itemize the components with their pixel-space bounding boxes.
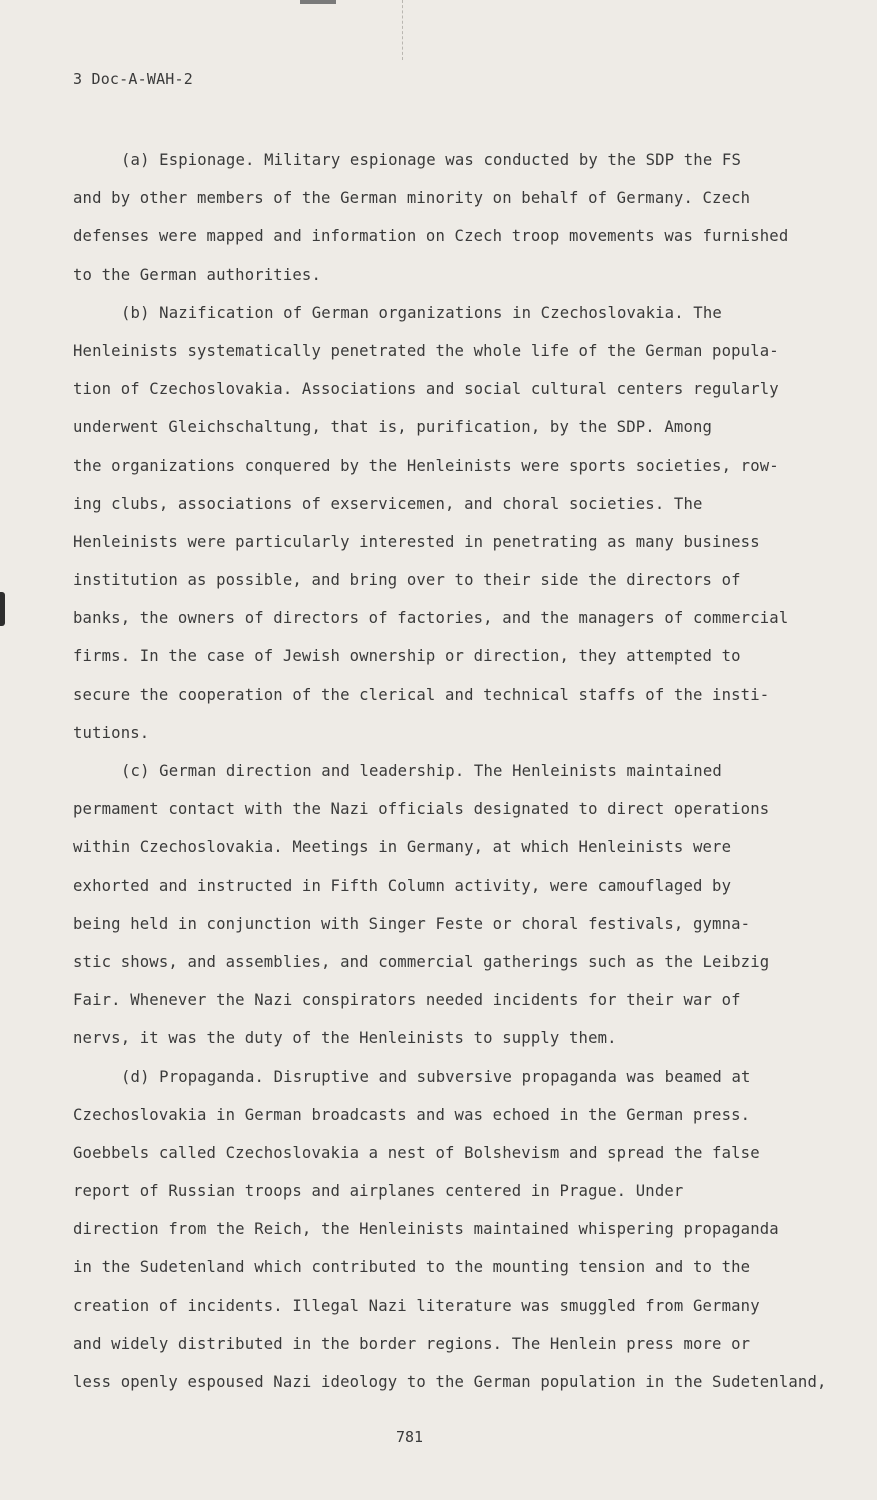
text-line: report of Russian troops and airplanes centered in Prague. Under [73,1182,684,1201]
binding-mark [0,592,5,626]
text-line: the organizations conquered by the Henleinists were sports societies, row- [73,456,779,475]
text-line: underwent Gleichschaltung, that is, purification, by the SDP. Among [73,418,713,437]
text-line: Fair. Whenever the Nazi conspirators needed incidents for their war of [73,991,741,1010]
text-line: within Czechoslovakia. Meetings in Germany, at which Henleinists were [73,838,732,857]
text-line: (b) Nazification of German organizations in Czechoslovakia. The [121,303,722,322]
text-line: and by other members of the German minority on behalf of Germany. Czech [73,189,751,208]
text-line: firms. In the case of Jewish ownership or direction, they attempted to [73,647,741,666]
text-line: less openly espoused Nazi ideology to the German population in the Sudetenland, [73,1373,827,1391]
text-line: tion of Czechoslovakia. Associations and social cultural centers regularly [73,380,779,399]
text-line: direction from the Reich, the Henleinists maintained whispering propaganda [73,1220,779,1239]
text-line: defenses were mapped and information on Czech troop movements was furnished [73,227,789,246]
body-text [73,141,827,1401]
text-line: creation of incidents. Illegal Nazi literature was smuggled from Germany [73,1296,760,1315]
text-line: nervs, it was the duty of the Henleinists to supply them. [73,1029,617,1048]
text-line: to the German authorities. [73,265,321,284]
top-edge-mark [300,0,336,4]
fold-line [402,0,404,60]
text-line: stic shows, and assemblies, and commercial gatherings such as the Leibzig [73,952,770,971]
text-line: and widely distributed in the border regions. The Henlein press more or [73,1334,751,1353]
text-line: banks, the owners of directors of factories, and the managers of commercial [73,609,789,628]
text-line: (c) German direction and leadership. The Henleinists maintained [121,762,722,780]
text-line: ing clubs, associations of exservicemen, and choral societies. The [73,494,703,513]
text-line: institution as possible, and bring over to their side the directors of [73,571,741,590]
document-reference: 3 Doc-A-WAH-2 [73,70,193,88]
text-line: permament contact with the Nazi officials designated to direct operations [73,800,770,819]
text-line: in the Sudetenland which contributed to the mounting tension and to the [73,1258,751,1277]
text-line: (d) Propaganda. Disruptive and subversive propaganda was beamed at [121,1067,751,1086]
text-line: Henleinists were particularly interested in penetrating as many business [73,532,760,551]
text-line: being held in conjunction with Singer Feste or choral festivals, gymna- [73,914,751,933]
text-line: Goebbels called Czechoslovakia a nest of Bolshevism and spread the false [73,1143,760,1162]
text-line: (a) Espionage. Military espionage was conducted by the SDP the FS [121,151,741,169]
text-line: Czechoslovakia in German broadcasts and was echoed in the German press. [73,1105,751,1124]
text-line: Henleinists systematically penetrated the whole life of the German popula- [73,341,779,360]
page-number: 781 [396,1428,424,1446]
text-line: secure the cooperation of the clerical and technical staffs of the insti- [73,685,770,704]
text-line: exhorted and instructed in Fifth Column activity, were camouflaged by [73,876,732,895]
text-line: tutions. [73,723,150,742]
